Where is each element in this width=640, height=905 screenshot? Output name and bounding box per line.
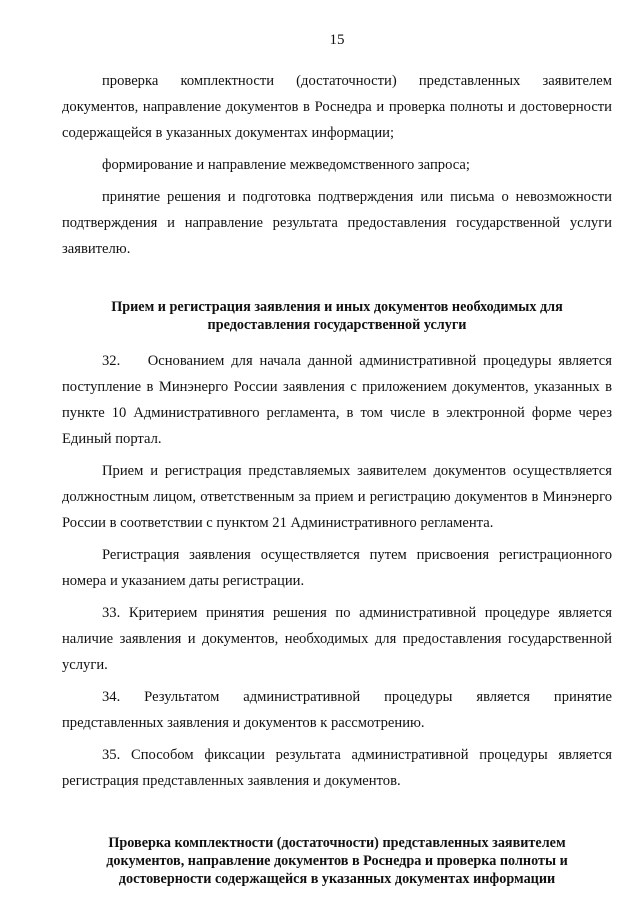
paragraph-registration-number: Регистрация заявления осуществляется путем присвоения регистрационного номера и указанием даты регистрации. <box>62 547 612 589</box>
paragraph-checking: проверка комплектности (достаточности) представленных заявителем документов, направление документов в Роснедра и проверка полноты и достоверности содержащейся в указанных документах информации; <box>62 73 612 141</box>
paragraph-32: 32. Основанием для начала данной административной процедуры является поступление в Минэнерго России заявления с приложением документов, указанных в пункте 10 Административного регламента, в том числе в электронной форме через Единый портал. <box>62 353 612 447</box>
document-page <box>62 30 612 888</box>
heading-line: предоставления государственной услуги <box>207 317 467 333</box>
page-number: 15 <box>329 32 345 48</box>
heading-line: Проверка комплектности (достаточности) представленных заявителем <box>108 835 566 851</box>
heading-line: Прием и регистрация заявления и иных документов необходимых для <box>111 299 563 315</box>
heading-line: документов, направление документов в Роснедра и проверка полноты и <box>106 853 568 869</box>
paragraph-35: 35. Способом фиксации результата административной процедуры является регистрация представленных заявления и документов. <box>62 747 612 789</box>
paragraph-33: 33. Критерием принятия решения по административной процедуре является наличие заявления и документов, необходимых для предоставления государственной услуги. <box>62 605 612 673</box>
paragraph-registration-official: Прием и регистрация представляемых заявителем документов осуществляется должностным лицом, ответственным за прием и регистрацию документов в Минэнерго России в соответствии с пунктом 21 Административного регламента. <box>62 463 612 531</box>
section-heading-completeness-check <box>62 834 612 888</box>
section-heading-reception <box>62 298 612 334</box>
paragraph-34: 34. Результатом административной процедуры является принятие представленных заявления и документов к рассмотрению. <box>62 689 612 731</box>
paragraph-decision: принятие решения и подготовка подтверждения или письма о невозможности подтверждения и направление результата предоставления государственной услуги заявителю. <box>62 189 612 257</box>
heading-line: достоверности содержащейся в указанных документах информации <box>118 871 556 887</box>
paragraph-interagency-request: формирование и направление межведомственного запроса; <box>102 157 470 173</box>
